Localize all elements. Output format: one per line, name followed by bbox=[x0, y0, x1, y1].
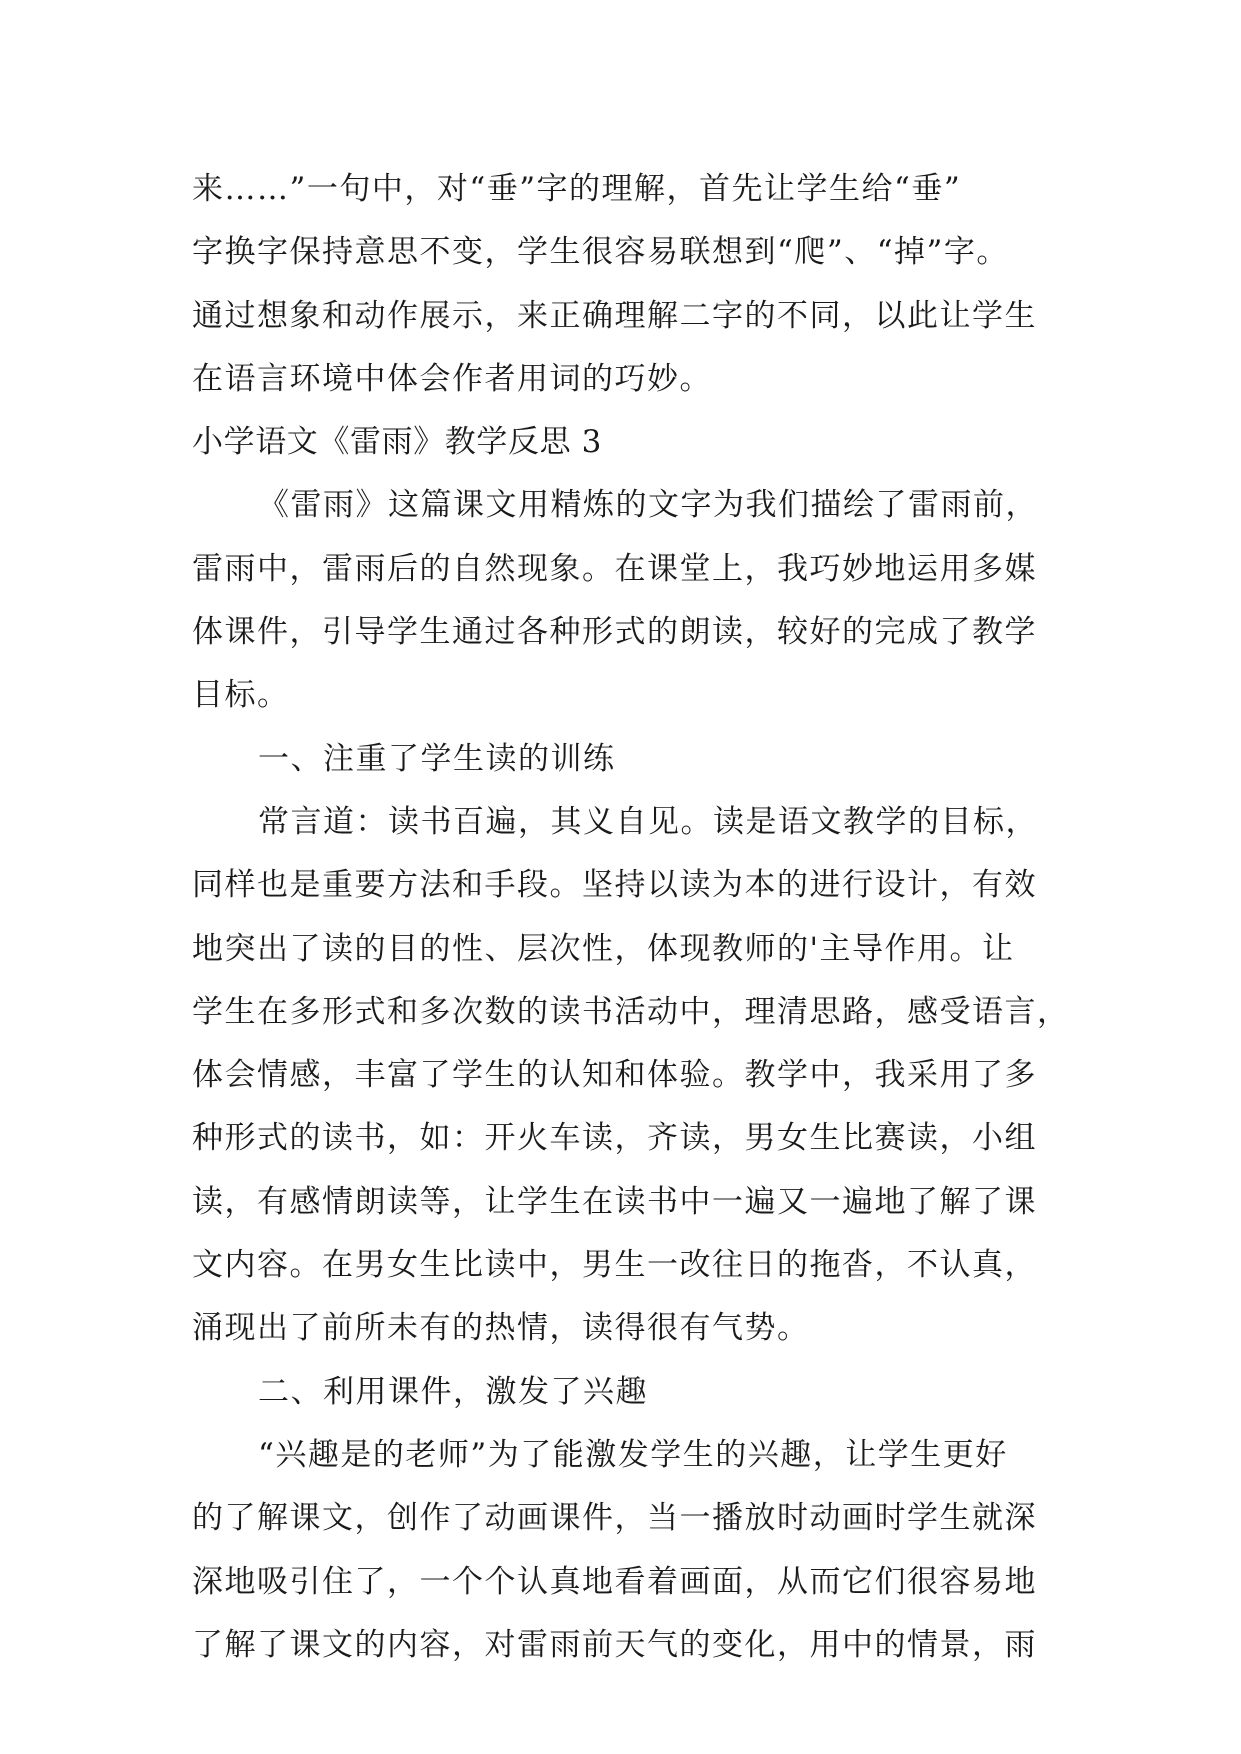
text-line: 《雷雨》这篇课文用精炼的文字为我们描绘了雷雨前， bbox=[258, 487, 1038, 524]
text-line: 来……”一句中，对“垂”字的理解，首先让学生给“垂” bbox=[192, 171, 962, 207]
text-line: 文内容。在男女生比读中，男生一改往日的拖沓，不认真， bbox=[192, 1247, 1037, 1284]
text-line: 雷雨中，雷雨后的自然现象。在课堂上，我巧妙地运用多媒 bbox=[192, 550, 1037, 587]
text-line: 的了解课文，创作了动画课件，当一播放时动画时学生就深 bbox=[192, 1500, 1037, 1537]
text-line: 种形式的读书，如：开火车读，齐读，男女生比赛读，小组 bbox=[192, 1120, 1037, 1157]
text-line: 了解了课文的内容，对雷雨前天气的变化，用中的情景，雨 bbox=[192, 1626, 1037, 1663]
text-line: 地突出了读的目的性、层次性，体现教师的'主导作用。让 bbox=[192, 930, 1015, 967]
text-line: 学生在多形式和多次数的读书活动中，理清思路，感受语言， bbox=[192, 993, 1070, 1030]
text-line: 在语言环境中体会作者用词的巧妙。 bbox=[192, 360, 712, 397]
text-line: 常言道：读书百遍，其义自见。读是语文教学的目标， bbox=[258, 803, 1038, 840]
text-line: 涌现出了前所未有的热情，读得很有气势。 bbox=[192, 1310, 810, 1347]
text-line: 同样也是重要方法和手段。坚持以读为本的进行设计，有效 bbox=[192, 867, 1037, 904]
text-line: 目标。 bbox=[192, 677, 290, 714]
text-line: 深地吸引住了，一个个认真地看着画面，从而它们很容易地 bbox=[192, 1563, 1037, 1600]
section-heading: 小学语文《雷雨》教学反思 3 bbox=[192, 424, 602, 461]
text-line: 体课件，引导学生通过各种形式的朗读，较好的完成了教学 bbox=[192, 614, 1037, 651]
text-line: 通过想象和动作展示，来正确理解二字的不同，以此让学生 bbox=[192, 297, 1037, 334]
text-line: 一、注重了学生读的训练 bbox=[258, 740, 616, 777]
text-line: “兴趣是的老师”为了能激发学生的兴趣，让学生更好 bbox=[258, 1436, 1008, 1473]
text-line: 体会情感，丰富了学生的认知和体验。教学中，我采用了多 bbox=[192, 1057, 1037, 1094]
body-text bbox=[192, 158, 1072, 1677]
text-line: 读，有感情朗读等，让学生在读书中一遍又一遍地了解了课 bbox=[192, 1183, 1037, 1220]
text-line: 二、利用课件，激发了兴趣 bbox=[258, 1373, 648, 1410]
text-line: 字换字保持意思不变，学生很容易联想到“爬”、“掉”字。 bbox=[192, 234, 1009, 271]
